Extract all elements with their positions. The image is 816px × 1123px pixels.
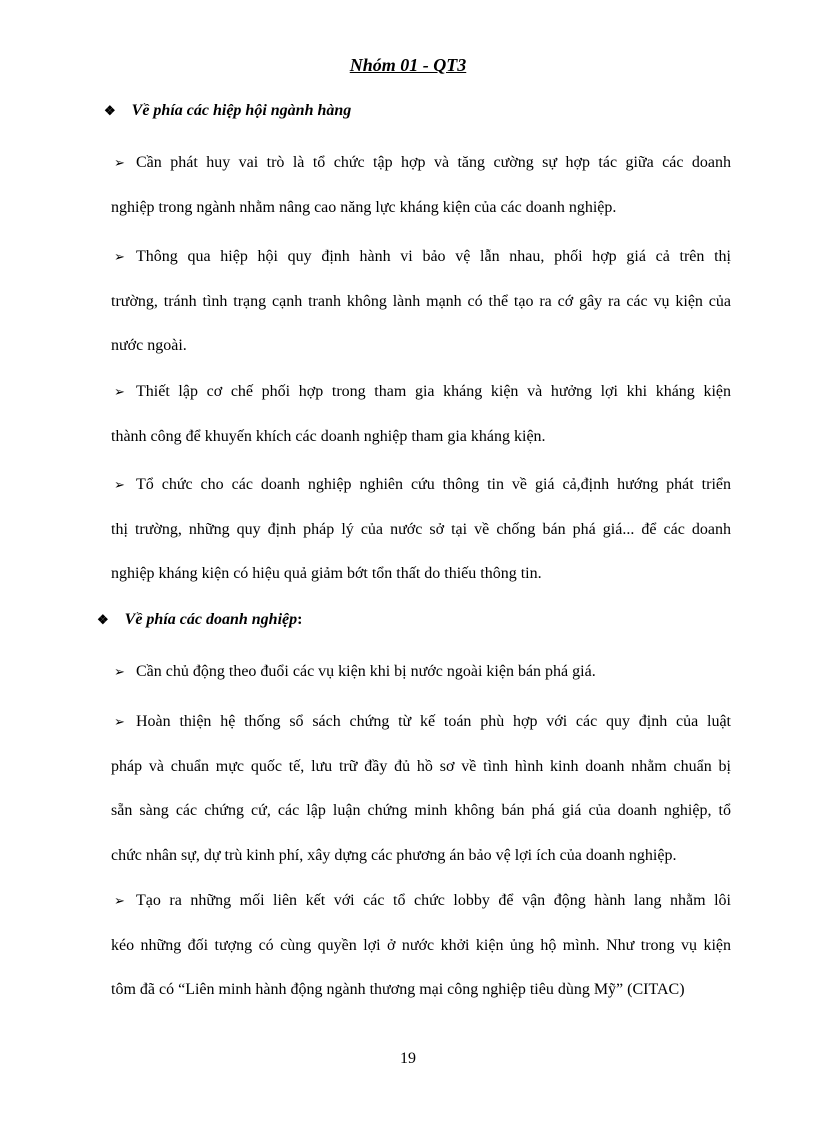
- arrow-bullet-icon: ➢: [114, 893, 125, 908]
- paragraph-line: kéo những đối tượng có cùng quyền lợi ở nước khởi kiện ủng hộ mình. Như trong vụ kiện: [111, 936, 731, 954]
- paragraph-line: ➢ Cần phát huy vai trò là tổ chức tập hợp và tăng cường sự hợp tác giữa các doanh: [111, 141, 731, 186]
- paragraph-line: sẵn sàng các chứng cứ, các lập luận chứng minh không bán phá giá của doanh nghiệp, tổ: [111, 802, 731, 819]
- arrow-bullet-icon: ➢: [114, 477, 125, 492]
- arrow-bullet-icon: ➢: [114, 664, 125, 679]
- arrow-bullet-icon: ➢: [114, 714, 125, 729]
- paragraph-line: tôm đã có “Liên minh hành động ngành thương mại công nghiệp tiêu dùng Mỹ” (CITAC): [111, 981, 685, 998]
- arrow-bullet-icon: ➢: [114, 384, 125, 399]
- paragraph: [111, 235, 731, 369]
- paragraph: [111, 879, 731, 1013]
- paragraph: [111, 141, 731, 230]
- paragraph-line: ➢ Thông qua hiệp hội quy định hành vi bảo vệ lẫn nhau, phối hợp giá cả trên thị: [111, 235, 731, 280]
- section-title-text: Về phía các hiệp hội ngành hàng: [131, 102, 352, 119]
- arrow-bullet-icon: ➢: [114, 249, 125, 264]
- paragraph: [111, 700, 731, 878]
- paragraph-line: nghiệp kháng kiện có hiệu quả giảm bớt tổn thất do thiếu thông tin.: [111, 565, 542, 582]
- paragraph-line: trường, tránh tình trạng cạnh tranh không lành mạnh có thể tạo ra cớ gây ra các vụ kiện của: [111, 292, 731, 310]
- paragraph-line: chức nhân sự, dự trù kinh phí, xây dựng các phương án bảo vệ lợi ích của doanh nghiệp.: [111, 846, 677, 864]
- section-title-colon: :: [297, 611, 303, 628]
- paragraph-line: ➢ Tổ chức cho các doanh nghiệp nghiên cứu thông tin về giá cả,định hướng phát triển: [111, 463, 731, 508]
- section-title-text: Về phía các doanh nghiệp: [124, 611, 298, 628]
- paragraph-line: ➢ Cần chủ động theo đuổi các vụ kiện khi bị nước ngoài kiện bán phá giá.: [111, 650, 731, 695]
- paragraph: [111, 370, 731, 459]
- page-number: 19: [400, 1050, 416, 1067]
- paragraph: [111, 463, 731, 597]
- paragraph-line: ➢ Tạo ra những mối liên kết với các tổ chức lobby để vận động hành lang nhằm lôi: [111, 879, 731, 924]
- paragraph-line: thành công để khuyến khích các doanh nghiệp tham gia kháng kiện.: [111, 427, 546, 445]
- paragraph-line: nước ngoài.: [111, 337, 187, 354]
- paragraph-line: pháp và chuẩn mực quốc tế, lưu trữ đầy đủ hồ sơ về tình hình kinh doanh nhằm chuẩn bị: [111, 757, 731, 775]
- section-title-associations: [104, 102, 351, 120]
- paragraph-line: thị trường, những quy định pháp lý của nước sở tại về chống bán phá giá... để các doanh: [111, 520, 731, 538]
- diamond-bullet-icon: ❖: [97, 612, 109, 627]
- diamond-bullet-icon: ❖: [104, 103, 116, 118]
- paragraph-line: ➢ Hoàn thiện hệ thống sổ sách chứng từ kế toán phù hợp với các quy định của luật: [111, 700, 731, 745]
- page-header: Nhóm 01 - QT3: [349, 55, 467, 75]
- section-title-enterprises: [97, 611, 302, 629]
- arrow-bullet-icon: ➢: [114, 155, 125, 170]
- paragraph-line: nghiệp trong ngành nhằm nâng cao năng lực kháng kiện của các doanh nghiệp.: [111, 198, 617, 216]
- paragraph: [111, 650, 731, 695]
- paragraph-line: ➢ Thiết lập cơ chế phối hợp trong tham gia kháng kiện và hưởng lợi khi kháng kiện: [111, 370, 731, 415]
